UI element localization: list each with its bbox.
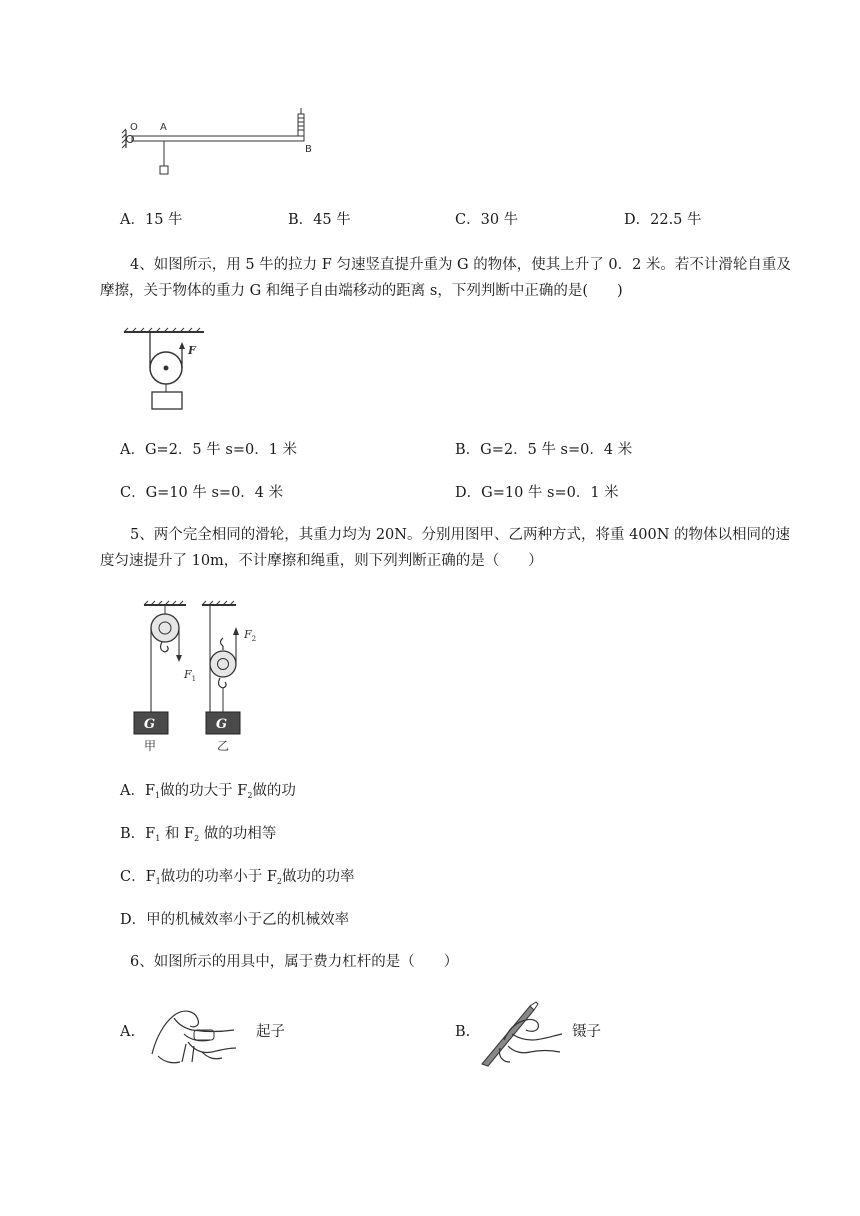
label-g-jia: G [144, 717, 156, 732]
q4-option-d: D．G=10 牛 s=0．1 米 [455, 485, 619, 501]
q4-option-c: C．G=10 牛 s=0．4 米 [120, 485, 284, 501]
q6-option-a-name: 起子 [256, 1024, 285, 1040]
q4-option-b: B．G=2．5 牛 s=0．4 米 [455, 442, 633, 458]
q5-option-b: B．$F_1$ 和 $F_2$ 做的功相等 [120, 826, 277, 843]
q6-option-b-letter: B. [455, 1024, 471, 1040]
label-f1: $F_1$ [184, 668, 197, 683]
q3-option-a: A．15 牛 [120, 212, 183, 228]
lever-figure [120, 108, 320, 183]
q3-option-c: C．30 牛 [455, 212, 519, 228]
label-g-yi: G [216, 717, 228, 732]
label-yi: 乙 [217, 739, 230, 753]
pulley-comparison-figure [128, 600, 268, 756]
q5-option-a: A．$F_1$做的功大于 $F_2$做的功 [120, 783, 296, 800]
label-jia: 甲 [144, 739, 157, 753]
label-f2: $F_2$ [244, 628, 257, 643]
bottle-opener-hand-image [150, 1004, 240, 1066]
movable-pulley-figure [124, 328, 214, 413]
q3-option-d: D．22.5 牛 [624, 212, 702, 228]
q5-option-c: C．$F_1$做功的功率小于 $F_2$做功的功率 [120, 869, 355, 886]
q6-option-b-name: 镊子 [572, 1024, 601, 1040]
q6-question-text: 6、如图所示的用具中，属于费力杠杆的是（ ） [130, 954, 459, 970]
label-f: F [188, 344, 196, 357]
q5-question-text: 5、两个完全相同的滑轮，其重力均为 20N。分别用图甲、乙两种方式，将重 400N 的物体以相同的速度匀速提升了 10m，不计摩擦和绳重，则下列判断正确的是（ ） [100, 527, 791, 569]
q4-question-text: 4、如图所示，用 5 牛的拉力 F 匀速竖直提升重为 G 的物体，使其上升了 0．2 米。若不计滑轮自重及摩擦，关于物体的重力 G 和绳子自由端移动的距离 s，下列判断中正确的是( ) [100, 257, 791, 299]
q4-option-a: A．G=2．5 牛 s=0．1 米 [120, 442, 298, 458]
q3-option-b: B．45 牛 [288, 212, 351, 228]
q5-option-d: D．甲的机械效率小于乙的机械效率 [120, 912, 350, 928]
label-a: A [160, 122, 167, 133]
label-o: O [130, 122, 138, 133]
q6-option-a-letter: A. [120, 1024, 136, 1040]
label-b: B [305, 144, 312, 155]
tweezers-hand-image [478, 1000, 568, 1066]
